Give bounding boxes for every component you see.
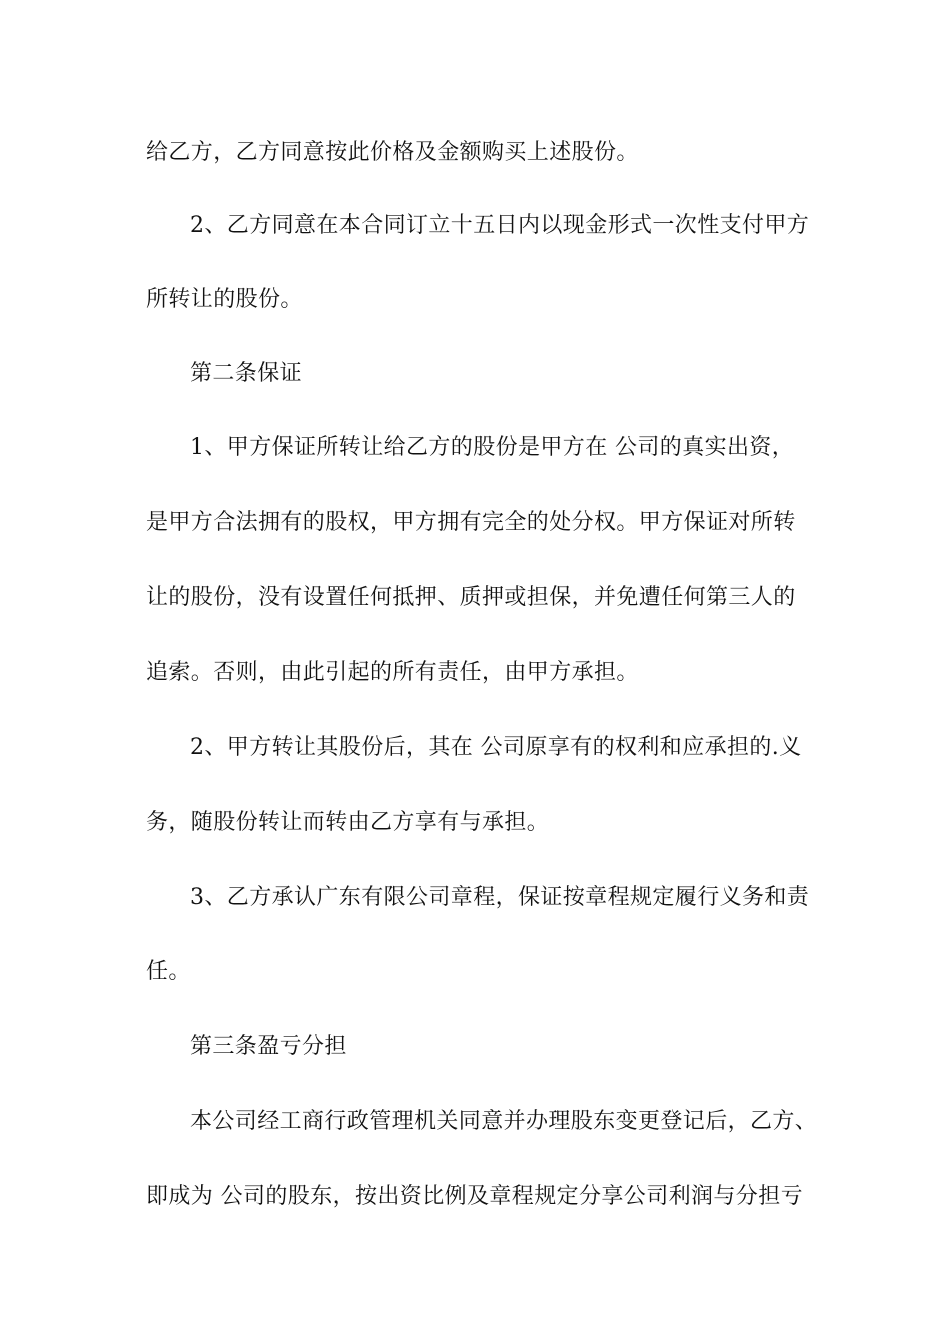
text-line: 务，随股份转让而转由乙方享有与承担。 [146, 810, 550, 835]
text-line: 是甲方合法拥有的股权，甲方拥有完全的处分权。甲方保证对所转 [146, 510, 796, 535]
section-heading: 第三条盈亏分担 [190, 1034, 347, 1059]
text-line: 追索。否则，由此引起的所有责任，由甲方承担。 [146, 660, 639, 685]
text-line: 2、甲方转让其股份后，其在 公司原享有的权利和应承担的.义 [190, 735, 802, 760]
text-line: 2、乙方同意在本合同订立十五日内以现金形式一次性支付甲方 [190, 213, 810, 238]
text-line: 任。 [146, 959, 191, 984]
text-line: 1、甲方保证所转让给乙方的股份是甲方在 公司的真实出资， [190, 435, 795, 460]
text-line: 本公司经工商行政管理机关同意并办理股东变更登记后，乙方、 [190, 1109, 818, 1134]
text-line: 3、乙方承认广东有限公司章程，保证按章程规定履行义务和责 [190, 885, 810, 910]
text-line: 所转让的股份。 [146, 287, 303, 312]
text-line: 给乙方，乙方同意按此价格及金额购买上述股份。 [146, 140, 639, 165]
section-heading: 第二条保证 [190, 361, 303, 386]
text-line: 让的股份，没有设置任何抵押、质押或担保，并免遭任何第三人的 [146, 585, 796, 610]
text-line: 即成为 公司的股东，按出资比例及章程规定分享公司利润与分担亏 [146, 1184, 803, 1209]
